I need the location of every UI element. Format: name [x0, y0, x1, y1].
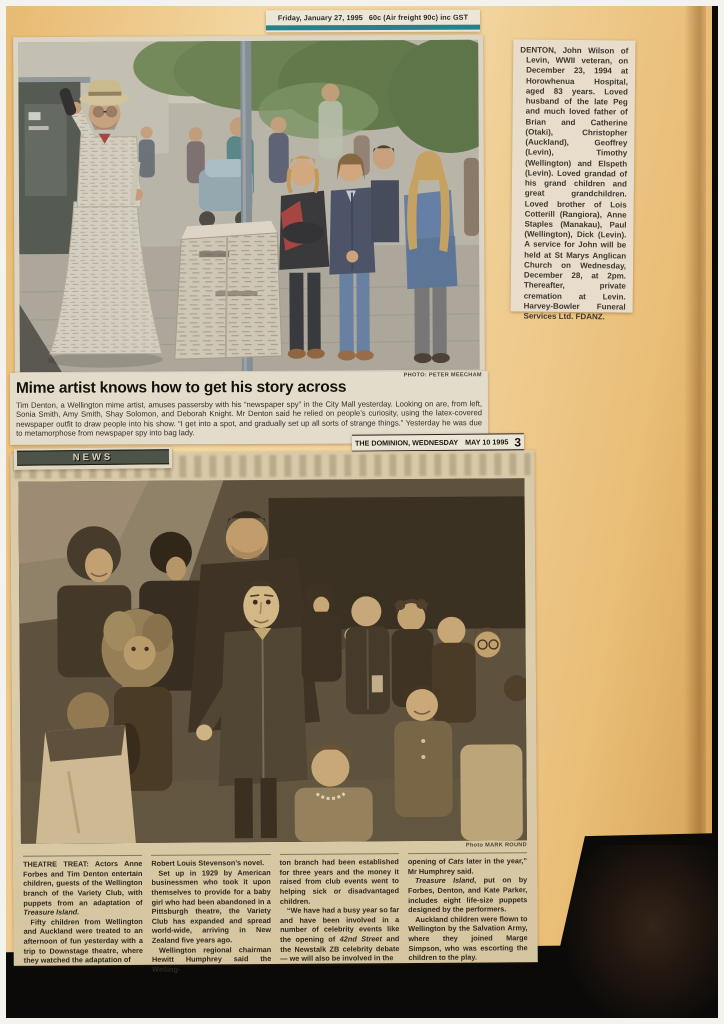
photo-credit-2: Photo MARK ROUND: [465, 842, 527, 849]
teal-rule: [266, 25, 480, 31]
news-bar: [17, 449, 169, 466]
article2-c4p2b: , put on by Forbes, Denton, and Kate Parker, includes eight life-size puppets designed by the performers.: [407, 875, 528, 915]
article2-c1p1i: Treasure Island.: [23, 907, 80, 917]
article2-c3p2a: “We have had a busy year so far and have been involved in a number of celebrity events like the opening of: [279, 905, 400, 944]
paragraph: [408, 914, 528, 963]
article2-column-1: [23, 855, 143, 975]
paragraph: [23, 859, 143, 918]
article2-c3p2i: 42nd Street: [339, 934, 382, 944]
article1-caption: Tim Denton, a Wellington mime artist, amuses passersby with his “newspaper spy” in the City Mall yesterday. Looking on are, from left, Sonia Smith, Amy Smith, Shay Solomon, and Deborah Knight. Mr Denton said he relied on people’s curiosity, using the latex-covered newspaper outfit to draw people into his show. “I get into a spot, and gradually set up all sorts of strange things.” Yesterday he was due to metamorphose from newspaper spy into bag lady.: [15, 399, 483, 438]
paragraph: [152, 945, 271, 975]
paragraph: [408, 875, 528, 914]
mime-photo-illustration: [18, 40, 480, 372]
article2-column-3: [280, 853, 400, 973]
photo-credit-1: PHOTO: PETER MEECHAM: [403, 372, 482, 379]
article2-c4p1b: later in the year,” Mr Humphrey said.: [407, 856, 528, 876]
article2-c1p1: Actors Anne Forbes and Tim Denton entertain children, guests of the Wellington branch of the Variety Club, with puppets from an adaptation of: [23, 858, 143, 908]
obituary-name: DENTON, John Wilson: [520, 45, 615, 56]
puppet-photo: [18, 478, 527, 844]
thumb-shadow: [565, 845, 724, 1024]
article2-lead: THEATRE TREAT:: [23, 859, 89, 869]
article2-c4p2i: Treasure Island: [414, 875, 475, 886]
page-crease: [684, 6, 706, 958]
obituary-body: of Levin, WWII veteran, on December 23, 1994 at Horowhenua Hospital, aged 83 years. Loved husband of the late Peg and much loved father of Brian and Catherine (Otaki), Christopher (Auckland), Geoffrey (Levin), Timothy (Wellington) and Elspeth (Levin). Loved grandad of his grand children and great grandchildren. Loved brother of Lois Cotterill (Rangiora), Anne Staples (Manakau), Paul (Wellington), Dick (Levin). A service for John will be held at St Marys Anglican Church on Wednesday, December 28, at 2pm. Thereafter, private cremation at Levin. Harvey-Bowler Funeral Services Ltd. FDANZ.: [523, 46, 629, 322]
article2-c1p2: Fifty children from Wellington and Auckland were treated to an afternoon of fun yesterday with a trip to Downstage theatre, where they watched the adaptation of: [23, 916, 143, 966]
news-label: NEWS: [72, 451, 114, 464]
obituary-text: [517, 45, 628, 322]
dominion-masthead: [355, 437, 508, 447]
dominion-page-number: 3: [514, 434, 522, 449]
paragraph: [151, 868, 271, 946]
article2-c2p3: Wellington regional chairman Hewitt Humphrey said the Welling-: [151, 944, 272, 974]
newspaper-dateline-strip: [266, 10, 480, 33]
theatre-treat-clipping: [10, 450, 538, 974]
paragraph: [408, 856, 527, 876]
puppet-photo-illustration: [18, 478, 527, 844]
mime-artist-photo: [13, 35, 485, 377]
article2-c4p1i: Cats: [448, 856, 464, 866]
article2-c3p1: ton branch had been established for three years and the money it raised from club events went to helping sick or disadvantaged children.: [279, 857, 400, 906]
dateline-price: 60c (Air freight 90c) inc GST: [368, 12, 469, 23]
article1-headline: Mime artist knows how to get his story across: [15, 378, 347, 397]
dominion-date: MAY 10 1995: [465, 437, 509, 447]
article2-c3p2b: and the Newstalk ZB celebrity debate — we will also be involved in the: [280, 934, 400, 964]
news-section-banner: [14, 447, 172, 470]
article2-c2p1: Robert Louis Stevenson’s novel.: [151, 858, 265, 868]
dominion-title: THE DOMINION, WEDNESDAY: [354, 437, 459, 448]
dateline: [266, 10, 480, 23]
article2-columns: [23, 852, 528, 975]
article2-c4p1a: opening of: [407, 856, 449, 867]
article2-column-2: [151, 854, 271, 974]
paragraph: [280, 905, 400, 964]
paragraph: [23, 917, 143, 966]
obituary-clipping: [511, 39, 636, 322]
dateline-date: Friday, January 27, 1995: [277, 13, 363, 23]
article2-c4p3: Auckland children were flown to Wellington by the Salvation Army, where they joined Marge Simpson, who was escorting the children to the play.: [408, 913, 528, 963]
article2-column-4: [408, 852, 528, 972]
paragraph: [280, 857, 400, 906]
article2-c2p2: Set up in 1929 by American businessmen who took it upon themselves to provide for a baby girl who had been abandoned in a Pittsburgh theatre, the Variety Club has expanded and spread world-wide, arriving in New Zealand five years ago.: [151, 867, 272, 945]
